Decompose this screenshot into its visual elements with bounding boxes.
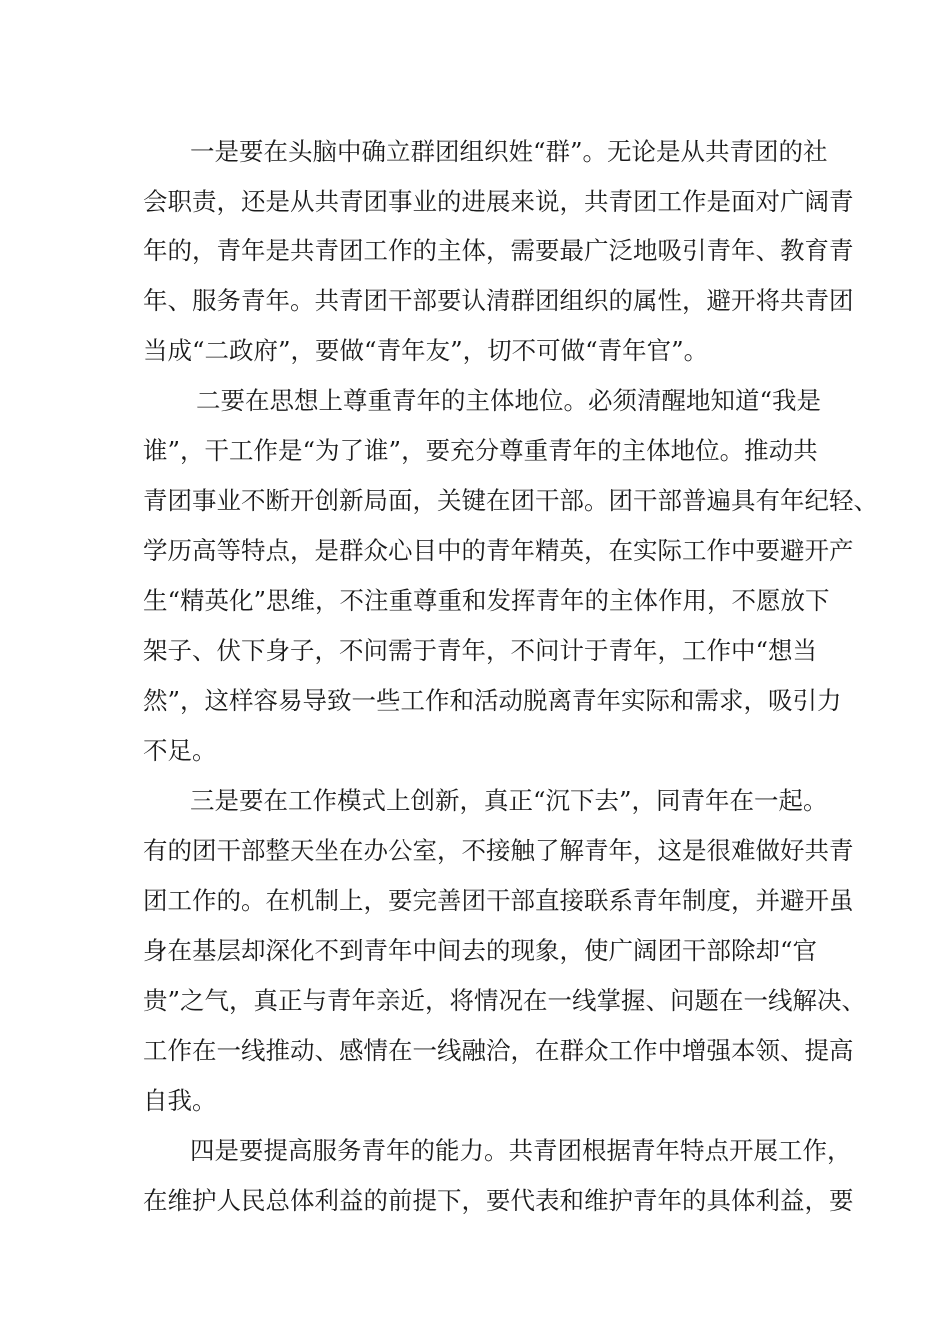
paragraph-1-line-5: 当成“二政府”，要做“青年友”，切不可做“青年官”。 [143,336,709,365]
paragraph-1-line-3: 年的，青年是共青团工作的主体，需要最广泛地吸引青年、教育青 [143,236,854,265]
paragraph-3-line-3: 团工作的。在机制上，要完善团干部直接联系青年制度，并避开虽 [143,886,854,915]
paragraph-1-line-4: 年、服务青年。共青团干部要认清群团组织的属性，避开将共青团 [143,286,854,315]
paragraph-2-line-4: 学历高等特点，是群众心目中的青年精英，在实际工作中要避开产 [143,536,854,565]
paragraph-2-line-7: 然”，这样容易导致一些工作和活动脱离青年实际和需求，吸引力 [143,686,842,715]
paragraph-2-line-5: 生“精英化”思维，不注重尊重和发挥青年的主体作用，不愿放下 [143,586,830,615]
paragraph-2-line-1: 二要在思想上尊重青年的主体地位。必须清醒地知道“我是 [196,386,822,415]
paragraph-2-line-3: 青团事业不断开创新局面，关键在团干部。团干部普遍具有年纪轻、 [143,486,878,515]
paragraph-2-line-2: 谁”，干工作是“为了谁”，要充分尊重青年的主体地位。推动共 [143,436,818,465]
paragraph-2-line-6: 架子、伏下身子，不问需于青年，不问计于青年，工作中“想当 [143,636,818,665]
paragraph-3-line-2: 有的团干部整天坐在办公室，不接触了解青年，这是很难做好共青 [143,836,854,865]
paragraph-3-line-5: 贵”之气，真正与青年亲近，将情况在一线掌握、问题在一线解决、 [143,986,867,1015]
paragraph-4-line-1: 四是要提高服务青年的能力。共青团根据青年特点开展工作， [190,1136,852,1165]
paragraph-2-line-8: 不足。 [143,736,217,765]
paragraph-3-line-4: 身在基层却深化不到青年中间去的现象，使广阔团干部除却“官 [143,936,818,965]
paragraph-3-line-1: 三是要在工作模式上创新，真正“沉下去”，同青年在一起。 [190,786,828,815]
paragraph-3-line-6: 工作在一线推动、感情在一线融洽，在群众工作中增强本领、提高 [143,1036,854,1065]
paragraph-1-line-1: 一是要在头脑中确立群团组织姓“群”。无论是从共青团的社 [190,137,828,166]
paragraph-3-line-7: 自我。 [143,1086,217,1115]
paragraph-1-line-2: 会职责，还是从共青团事业的进展来说，共青团工作是面对广阔青 [143,187,854,216]
paragraph-4-line-2: 在维护人民总体利益的前提下，要代表和维护青年的具体利益，要 [143,1186,854,1215]
